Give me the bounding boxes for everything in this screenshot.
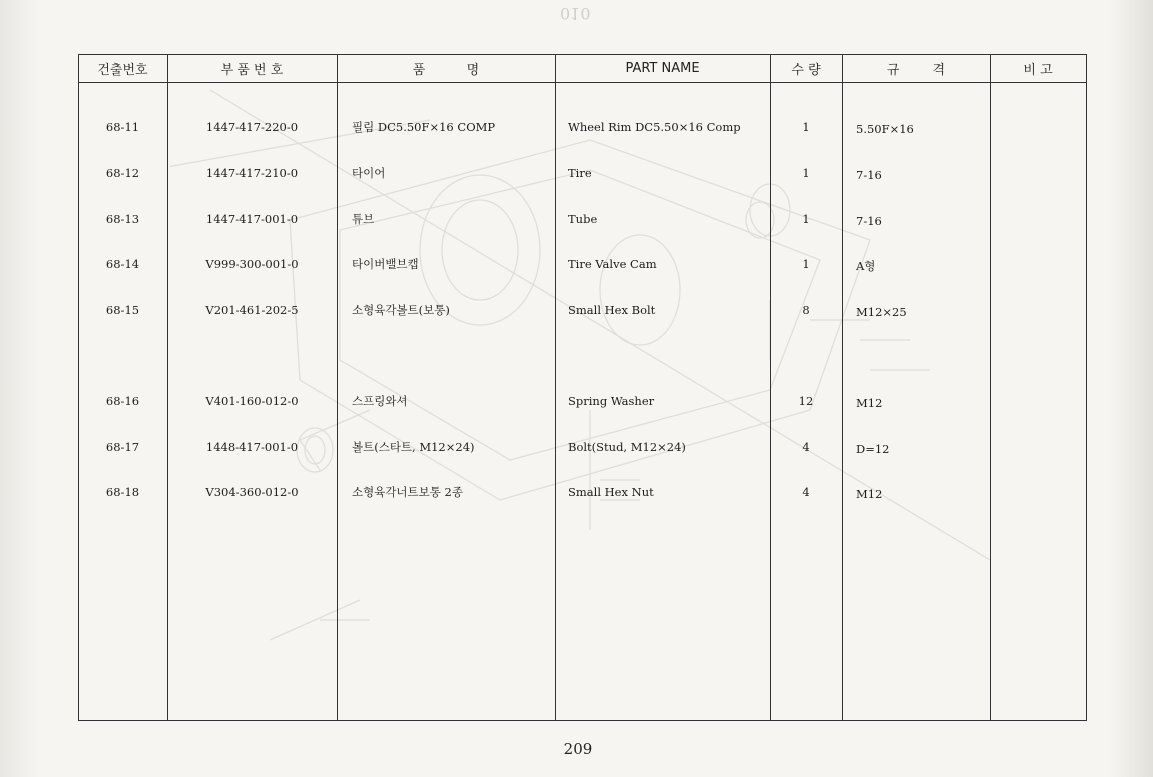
ref-no-cell xyxy=(78,348,167,363)
header-quantity: 수 량 xyxy=(791,62,821,78)
part-no-cell: 1447-417-210-0 xyxy=(205,166,299,180)
name-korean-cell: 필림 DC5.50F×16 COMP xyxy=(352,120,496,135)
spec-cell: M12×25 xyxy=(856,304,907,319)
part-no-column xyxy=(167,90,337,531)
part-name-cell: Tire Valve Cam xyxy=(568,257,657,272)
spec-cell: 7-16 xyxy=(856,168,882,182)
quantity-cell: 1 xyxy=(802,166,810,180)
spec-cell: M12 xyxy=(856,487,883,502)
table-header-rule xyxy=(78,82,1087,83)
quantity-cell: 4 xyxy=(802,439,810,454)
header-ref-no: 건출번호 xyxy=(97,62,148,78)
column-divider xyxy=(1086,54,1087,721)
part-name-cell: Tire xyxy=(568,166,592,180)
column-divider xyxy=(990,54,991,721)
ref-no-cell: 68-12 xyxy=(105,166,140,180)
ref-no-cell: 68-11 xyxy=(105,120,140,135)
page-number: 209 xyxy=(563,740,593,758)
spec-cell: D=12 xyxy=(856,441,890,456)
column-divider xyxy=(555,54,556,721)
header-part-name: PART NAME xyxy=(625,60,700,76)
quantity-cell: 1 xyxy=(802,257,810,272)
name-korean-cell xyxy=(352,348,552,363)
ref-no-cell: 68-15 xyxy=(105,302,140,317)
name-korean-cell: 스프링와셔 xyxy=(352,393,408,408)
name-korean-column xyxy=(352,90,552,531)
part-no-cell: V999-300-001-0 xyxy=(205,257,299,272)
spec-cell: 5.50F×16 xyxy=(856,122,914,137)
ref-no-cell: 68-14 xyxy=(105,257,140,272)
column-divider xyxy=(842,54,843,721)
part-name-cell: Bolt(Stud, M12×24) xyxy=(568,439,686,454)
part-no-cell: 1447-417-220-0 xyxy=(205,120,299,135)
header-name-korean: 품 명 xyxy=(412,62,480,78)
quantity-cell: 1 xyxy=(802,120,810,135)
part-no-cell: 1447-417-001-0 xyxy=(205,211,299,226)
part-no-cell xyxy=(167,348,337,363)
part-name-column xyxy=(568,90,768,531)
part-name-cell: Wheel Rim DC5.50×16 Comp xyxy=(568,120,741,135)
ref-no-cell: 68-17 xyxy=(105,439,140,454)
table-bottom-rule xyxy=(78,720,1087,721)
name-korean-cell: 타이버밸브캡 xyxy=(352,257,419,272)
quantity-cell: 1 xyxy=(802,211,810,226)
ref-no-cell: 68-13 xyxy=(105,211,140,226)
name-korean-cell: 소형육각볼트(보통) xyxy=(352,302,450,317)
show-through-number: 010 xyxy=(560,4,591,23)
quantity-column xyxy=(770,90,842,531)
part-name-cell: Spring Washer xyxy=(568,393,655,408)
name-korean-cell: 볼트(스타트, M12×24) xyxy=(352,439,475,454)
quantity-cell: 4 xyxy=(802,485,810,500)
ref-no-cell: 68-16 xyxy=(105,393,140,408)
part-no-cell: V304-360-012-0 xyxy=(205,485,299,500)
parts-table xyxy=(78,54,1087,721)
quantity-cell xyxy=(770,348,842,363)
header-spec: 규 격 xyxy=(886,62,946,78)
ref-no-column xyxy=(78,90,167,531)
ref-no-cell: 68-18 xyxy=(105,485,140,500)
header-part-no: 부 품 번 호 xyxy=(220,62,284,78)
name-korean-cell: 튜브 xyxy=(352,211,375,226)
quantity-cell: 12 xyxy=(798,393,814,408)
name-korean-cell: 소형육각너트보통 2종 xyxy=(352,485,463,500)
header-remarks: 비 고 xyxy=(1023,62,1053,78)
spec-cell: A형 xyxy=(856,259,876,274)
column-divider xyxy=(337,54,338,721)
spec-column xyxy=(856,92,986,533)
part-name-cell: Tube xyxy=(568,211,598,226)
part-name-cell: Small Hex Bolt xyxy=(568,302,656,317)
quantity-cell: 8 xyxy=(802,302,810,317)
name-korean-cell: 타이어 xyxy=(352,166,386,180)
part-no-cell: 1448-417-001-0 xyxy=(205,439,299,454)
part-name-cell xyxy=(568,348,768,363)
spec-cell: M12 xyxy=(856,395,883,410)
spec-cell: 7-16 xyxy=(856,213,882,228)
part-no-cell: V401-160-012-0 xyxy=(205,393,299,408)
part-name-cell: Small Hex Nut xyxy=(568,485,654,500)
part-no-cell: V201-461-202-5 xyxy=(205,302,299,317)
spec-cell xyxy=(856,350,986,365)
